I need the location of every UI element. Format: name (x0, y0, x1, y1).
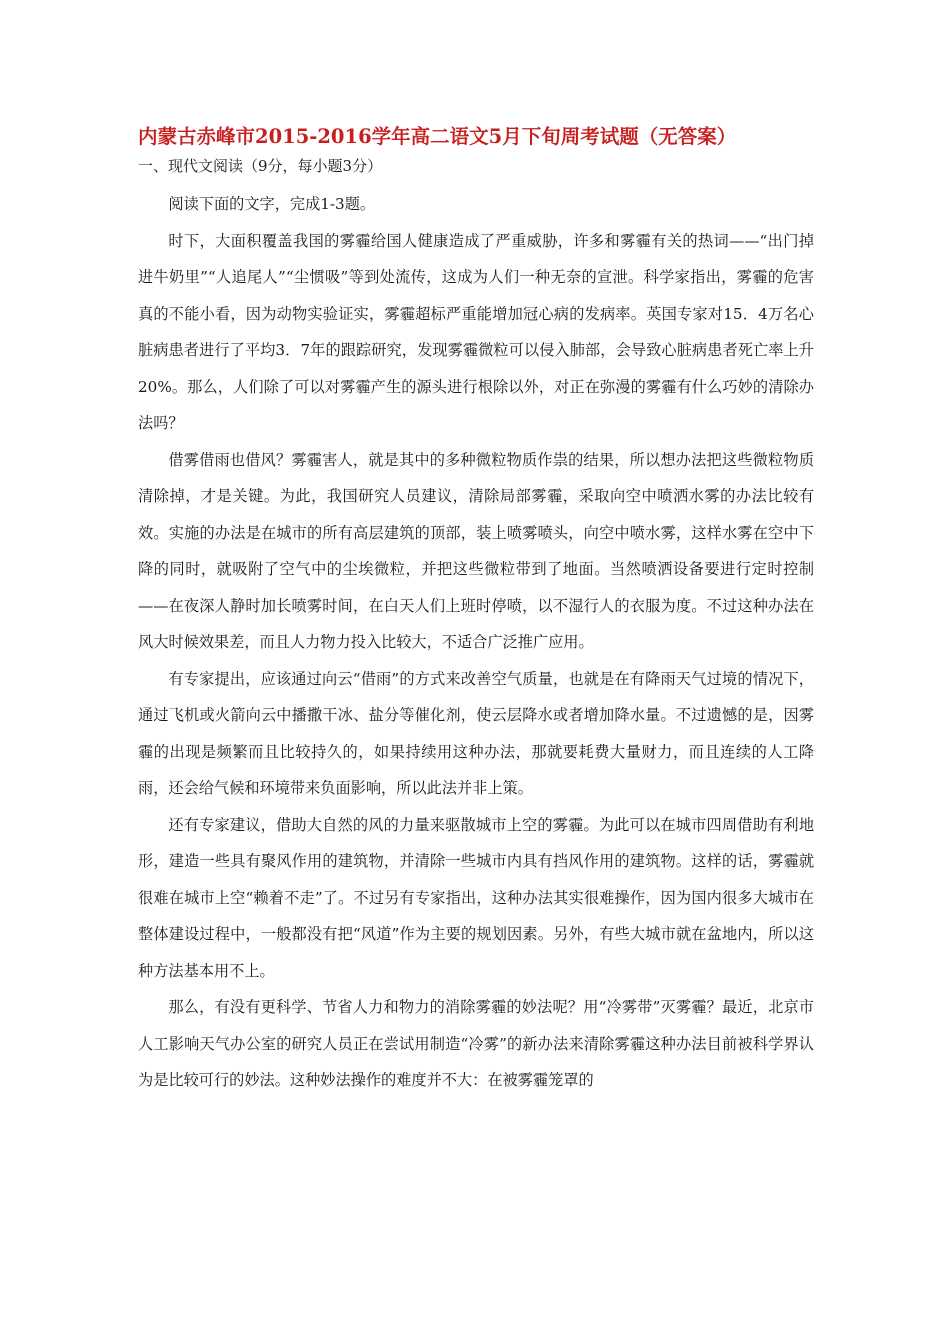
instruction-text: 阅读下面的文字，完成1-3题。 (168, 195, 376, 213)
paragraph: 借雾借雨也借风？雾霾害人，就是其中的多种微粒物质作祟的结果，所以想办法把这些微粒物质清除掉，才是关键。为此，我国研究人员建议，清除局部雾霾，采取向空中喷洒水雾的办法比较有效。实施的办法是在城市的所有高层建筑的顶部，装上喷雾喷头，向空中喷水雾，这样水雾在空中下降的同时，就吸附了空气中的尘埃微粒，并把这些微粒带到了地面。当然喷洒设备要进行定时控制——在夜深人静时加长喷雾时间，在白天人们上班时停喷，以不湿行人的衣服为度。不过这种办法在风大时候效果差，而且人力物力投入比较大，不适合广泛推广应用。 (138, 450, 814, 651)
paragraph: 时下，大面积覆盖我国的雾霾给国人健康造成了严重威胁，许多和雾霾有关的热词——“出门掉进牛奶里”“人追尾人”“尘惯吸”等到处流传，这成为人们一种无奈的宣泄。科学家指出，雾霾的危害真的不能小看，因为动物实验证实，雾霾超标严重能增加冠心病的发病率。英国专家对15．4万名心脏病患者进行了平均3．7年的跟踪研究，发现雾霾微粒可以侵入肺部，会导致心脏病患者死亡率上升20%。那么，人们除了可以对雾霾产生的源头进行根除以外，对正在弥漫的雾霾有什么巧妙的清除办法吗？ (138, 231, 814, 432)
document-title: 内蒙古赤峰市2015-2016学年高二语文5月下旬周考试题（无答案） (138, 125, 737, 148)
paragraph: 那么，有没有更科学、节省人力和物力的消除雾霾的妙法呢？用“冷雾带”灭雾霾？最近，北京市人工影响天气办公室的研究人员正在尝试用制造“冷雾”的新办法来清除雾霾这种办法目前被科学界认为是比较可行的妙法。这种妙法操作的难度并不大：在被雾霾笼罩的 (138, 998, 814, 1089)
paragraph: 有专家提出，应该通过向云“借雨”的方式来改善空气质量，也就是在有降雨天气过境的情况下，通过飞机或火箭向云中播撒干冰、盐分等催化剂，使云层降水或者增加降水量。不过遗憾的是，因雾霾的出现是频繁而且比较持久的，如果持续用这种办法，那就要耗费大量财力，而且连续的人工降雨，还会给气候和环境带来负面影响，所以此法并非上策。 (138, 669, 814, 797)
paragraph: 还有专家建议，借助大自然的风的力量来驱散城市上空的雾霾。为此可以在城市四周借助有利地形，建造一些具有聚风作用的建筑物，并清除一些城市内具有挡风作用的建筑物。这样的话，雾霾就很难在城市上空“赖着不走”了。不过另有专家指出，这种办法其实很难操作，因为国内很多大城市在整体建设过程中，一般都没有把“风道”作为主要的规划因素。另外，有些大城市就在盆地内，所以这种方法基本用不上。 (138, 815, 814, 980)
section-heading: 一、现代文阅读（9分，每小题3分） (138, 157, 383, 175)
reading-passage (138, 186, 814, 1099)
